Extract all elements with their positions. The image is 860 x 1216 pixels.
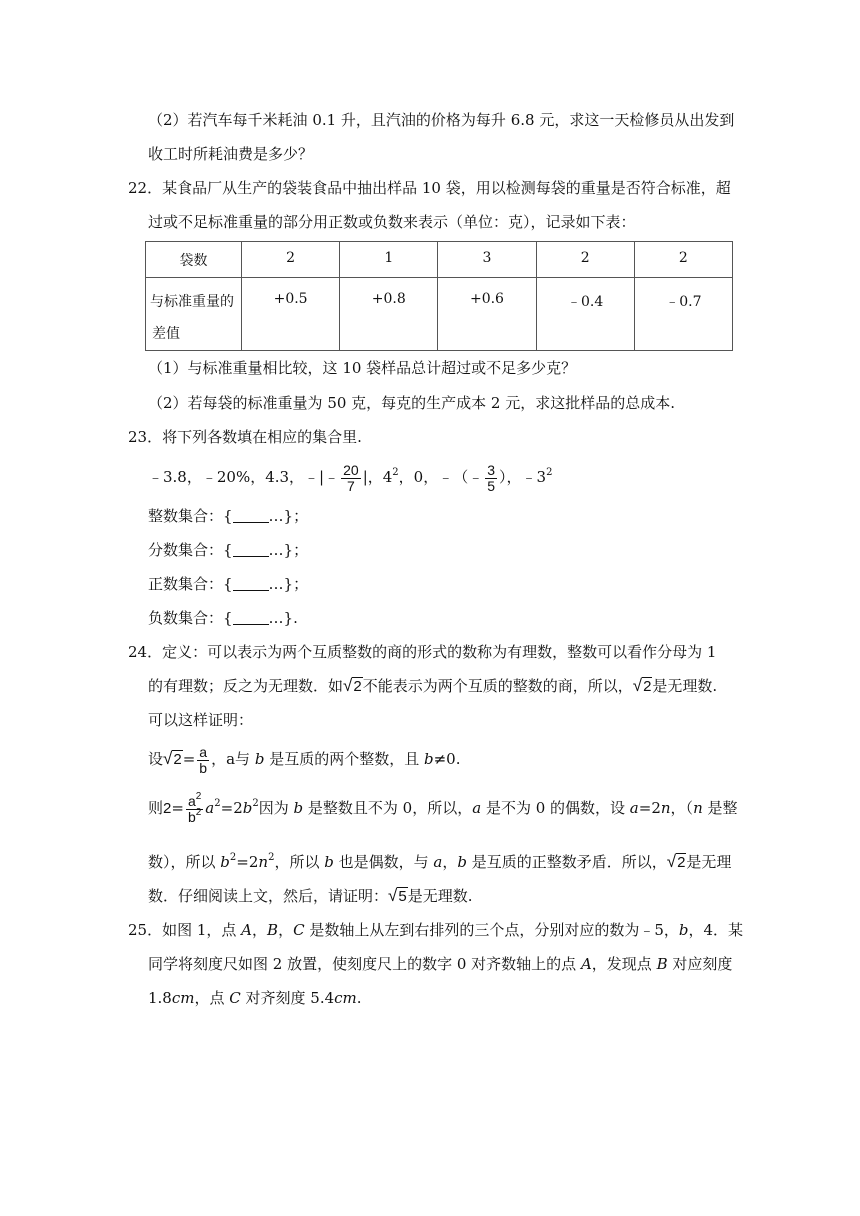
q24-line5: [148, 788, 738, 829]
text: 的有理数；反之为无理数．如: [148, 677, 344, 695]
table-header-cell: 袋数: [146, 242, 242, 278]
q25-line3: [148, 988, 362, 1008]
sqrt-2: √2: [163, 749, 182, 768]
q25-line1: [128, 920, 743, 940]
table-cell: +0.8: [340, 278, 438, 351]
set-tail: …}.: [268, 609, 298, 627]
fraction-a2-b2: [186, 790, 203, 825]
denominator: 7: [347, 477, 355, 494]
table-cell: 2: [536, 242, 634, 278]
set-label: 分数集合：{: [148, 541, 233, 559]
text: 是无理数.: [652, 677, 718, 695]
numbers-part: ），﹣3: [499, 468, 547, 486]
text: 1.8: [148, 989, 172, 1007]
set-tail: …}；: [268, 541, 309, 559]
radicand: 2: [353, 678, 362, 695]
sqrt-2: √2: [666, 852, 686, 871]
exponent: 2: [214, 798, 221, 809]
radicand: 2: [643, 678, 652, 695]
variable: n: [258, 853, 269, 871]
text: 因为: [258, 799, 294, 817]
point-label: C: [229, 989, 241, 1007]
radicand: 2: [677, 854, 686, 871]
unit: cm: [171, 989, 195, 1007]
variable: a: [472, 799, 482, 817]
text: ，: [442, 853, 458, 871]
text: ，发现点: [591, 955, 657, 973]
variable: b: [678, 921, 689, 939]
variable: b: [254, 750, 265, 768]
exponent: 2: [195, 806, 202, 818]
text: ，所以: [274, 853, 325, 871]
table-cell: ﹣0.4: [536, 278, 634, 351]
table-row: [146, 242, 733, 278]
fraction-set-line: [148, 540, 308, 560]
q24-line7: [148, 886, 472, 907]
variable: a: [629, 799, 639, 817]
q23-numbers: [148, 460, 552, 494]
q24-line4: [148, 742, 460, 777]
table-header-cell: [146, 278, 242, 351]
text: 不能表示为两个互质的整数的商，所以，: [362, 677, 633, 695]
set-tail: …}；: [268, 575, 309, 593]
q25-line2: [148, 954, 732, 974]
exponent: 2: [546, 467, 553, 478]
q24-line3: 可以这样证明：: [148, 711, 254, 729]
variable: b: [423, 750, 434, 768]
table-header-line: 差值: [152, 326, 180, 342]
sqrt-2: √2: [632, 676, 652, 695]
answer-blank[interactable]: [233, 610, 269, 625]
table-cell: 1: [340, 242, 438, 278]
point-label: A: [241, 921, 253, 939]
text: ≠0.: [433, 750, 461, 768]
point-label: A: [580, 955, 592, 973]
q24-line2: [148, 676, 717, 697]
numbers-part: |，4: [362, 468, 393, 486]
answer-blank[interactable]: [233, 508, 269, 523]
table-row: [146, 278, 733, 351]
text: 则: [148, 799, 164, 817]
variable: b: [220, 853, 230, 871]
variable: n: [693, 799, 703, 817]
text: 设: [148, 750, 164, 768]
table-cell: 2: [242, 242, 340, 278]
variable: b: [293, 799, 304, 817]
text: 同学将刻度尺如图 2 放置，使刻度尺上的数字 0 对齐数轴上的点: [148, 955, 581, 973]
exponent: 2: [252, 798, 259, 809]
set-tail: …}；: [268, 507, 309, 525]
exponent: 2: [195, 790, 202, 802]
sqrt-2: √2: [343, 676, 362, 695]
numerator: 3: [487, 461, 496, 478]
text: ，: [211, 750, 227, 768]
exponent: 2: [229, 852, 237, 863]
table-cell: 3: [438, 242, 536, 278]
text: 是无理数.: [407, 887, 473, 905]
text: 与: [235, 750, 255, 768]
set-label: 负数集合：{: [148, 609, 233, 627]
point-label: B: [267, 921, 279, 939]
variable: b: [242, 799, 253, 817]
variable: b: [457, 853, 467, 871]
text: 是整数且不为 0，所以，: [303, 799, 473, 817]
positive-set-line: [148, 574, 308, 594]
q21-part2-line2: 收工时所耗油费是多少？: [148, 145, 314, 163]
numerator: a: [199, 743, 208, 760]
table-cell: ﹣0.7: [634, 278, 732, 351]
q23-stem: 23．将下列各数填在相应的集合里.: [128, 428, 362, 446]
text: 也是偶数，与: [333, 853, 434, 871]
q22-stem-line2: 过或不足标准重量的部分用正数或负数来表示（单位：克），记录如下表：: [148, 213, 636, 231]
numbers-part: ，0，﹣（﹣: [398, 468, 484, 486]
exponent: 2: [268, 852, 275, 863]
unit: cm: [334, 989, 357, 1007]
fraction-a-b: [197, 745, 209, 776]
fraction-3-5: [485, 463, 497, 494]
text: 是无理: [686, 853, 732, 871]
q24-line1: 24．定义：可以表示为两个互质整数的商的形式的数称为有理数，整数可以看作分母为 1: [128, 643, 717, 661]
text: 是互质的正整数矛盾．所以，: [466, 853, 667, 871]
numbers-part: ﹣3.8，﹣20%，4.3，﹣|﹣: [148, 468, 340, 486]
text: ，: [278, 921, 294, 939]
text: 数），所以: [148, 853, 221, 871]
weight-difference-table: [145, 241, 733, 351]
exponent: 2: [392, 467, 399, 478]
variable: b: [187, 808, 196, 825]
integer-set-line: [148, 506, 308, 526]
q24-line6: [148, 852, 731, 873]
point-label: B: [656, 955, 668, 973]
denominator: [186, 806, 203, 825]
text: 是整: [702, 799, 738, 817]
table-header-line: 与标准重量的: [150, 294, 234, 310]
text: 是数轴上从左到右排列的三个点，分别对应的数为﹣5，: [304, 921, 679, 939]
text: .: [356, 989, 362, 1007]
text: 是互质的两个整数，且: [264, 750, 424, 768]
text: ，（: [670, 799, 694, 817]
q21-part2-line1: （2）若汽车每千米耗油 0.1 升，且汽油的价格为每升 6.8 元，求这一天检修员从出发到: [148, 111, 735, 129]
variable: b: [324, 853, 334, 871]
text: 是不为 0 的偶数，设: [481, 799, 630, 817]
text: =2: [236, 853, 259, 871]
set-label: 正数集合：{: [148, 575, 233, 593]
text: 25．如图 1，点: [128, 921, 242, 939]
text: =2: [638, 799, 661, 817]
negative-set-line: [148, 608, 298, 628]
denominator: 5: [487, 477, 496, 494]
q22-stem-line1: 22．某食品厂从生产的袋装食品中抽出样品 10 袋，用以检测每袋的重量是否符合标准，超: [128, 179, 731, 197]
variable: a: [226, 750, 236, 768]
number: 2: [163, 800, 172, 817]
text: ，: [252, 921, 268, 939]
set-label: 整数集合：{: [148, 507, 233, 525]
variable: a: [433, 853, 443, 871]
numerator: 20: [343, 461, 359, 478]
sqrt-5: √5: [388, 886, 407, 905]
table-cell: +0.6: [438, 278, 536, 351]
table-cell: +0.5: [242, 278, 340, 351]
table-cell: 2: [634, 242, 732, 278]
text: =2: [220, 799, 243, 817]
fraction-20-7: [341, 463, 361, 494]
q22-sub1: （1）与标准重量相比较，这 10 袋样品总计超过或不足多少克？: [148, 359, 577, 377]
variable: n: [660, 799, 671, 817]
denominator: b: [199, 759, 208, 776]
text: 对齐刻度 5.4: [240, 989, 335, 1007]
equals: =: [171, 799, 184, 817]
radicand: 5: [398, 888, 407, 905]
variable: a: [187, 792, 196, 809]
variable: a: [205, 799, 215, 817]
text: 对应刻度: [667, 955, 733, 973]
equals: =: [182, 750, 196, 768]
text: ，4．某: [688, 921, 744, 939]
radicand: 2: [173, 751, 182, 768]
point-label: C: [293, 921, 305, 939]
text: 数．仔细阅读上文，然后，请证明：: [148, 887, 389, 905]
q22-sub2: （2）若每袋的标准重量为 50 克，每克的生产成本 2 元，求这批样品的总成本.: [148, 394, 676, 412]
answer-blank[interactable]: [233, 576, 269, 591]
text: ，点: [194, 989, 230, 1007]
answer-blank[interactable]: [233, 542, 269, 557]
